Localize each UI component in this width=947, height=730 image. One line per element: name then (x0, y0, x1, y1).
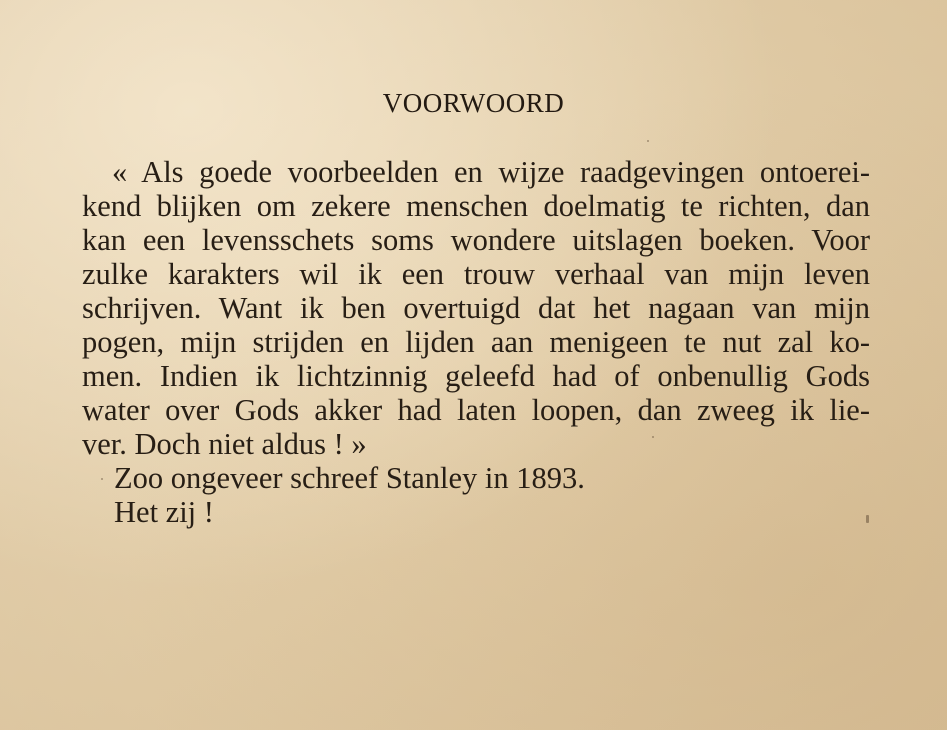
page-title: VOORWOORD (382, 88, 565, 118)
paper-speck (652, 436, 654, 438)
text-line-7: men. Indien ik lichtzinnig geleefd had of onbenullig Gods (82, 359, 870, 393)
text-line-10: Zoo ongeveer schreef Stanley in 1893. (114, 461, 585, 495)
text-line-8: water over Gods akker had laten loopen, dan zweeg ik lie- (82, 393, 870, 427)
text-line-6: pogen, mijn strijden en lijden aan menigeen te nut zal ko- (82, 325, 870, 359)
text-line-5: schrijven. Want ik ben overtuigd dat het nagaan van mijn (82, 291, 870, 325)
paper-speck (101, 478, 103, 480)
paper-speck (647, 140, 649, 142)
text-line-4: zulke karakters wil ik een trouw verhaal van mijn leven (82, 257, 870, 291)
text-line-1: « Als goede voorbeelden en wijze raadgevingen ontoerei- (112, 155, 870, 189)
text-line-11: Het zij ! (114, 495, 214, 529)
text-line-2: kend blijken om zekere menschen doelmatig te richten, dan (82, 189, 870, 223)
paper-speck (866, 515, 869, 523)
text-line-3: kan een levensschets soms wondere uitslagen boeken. Voor (82, 223, 870, 257)
text-line-9: ver. Doch niet aldus ! » (82, 427, 367, 461)
